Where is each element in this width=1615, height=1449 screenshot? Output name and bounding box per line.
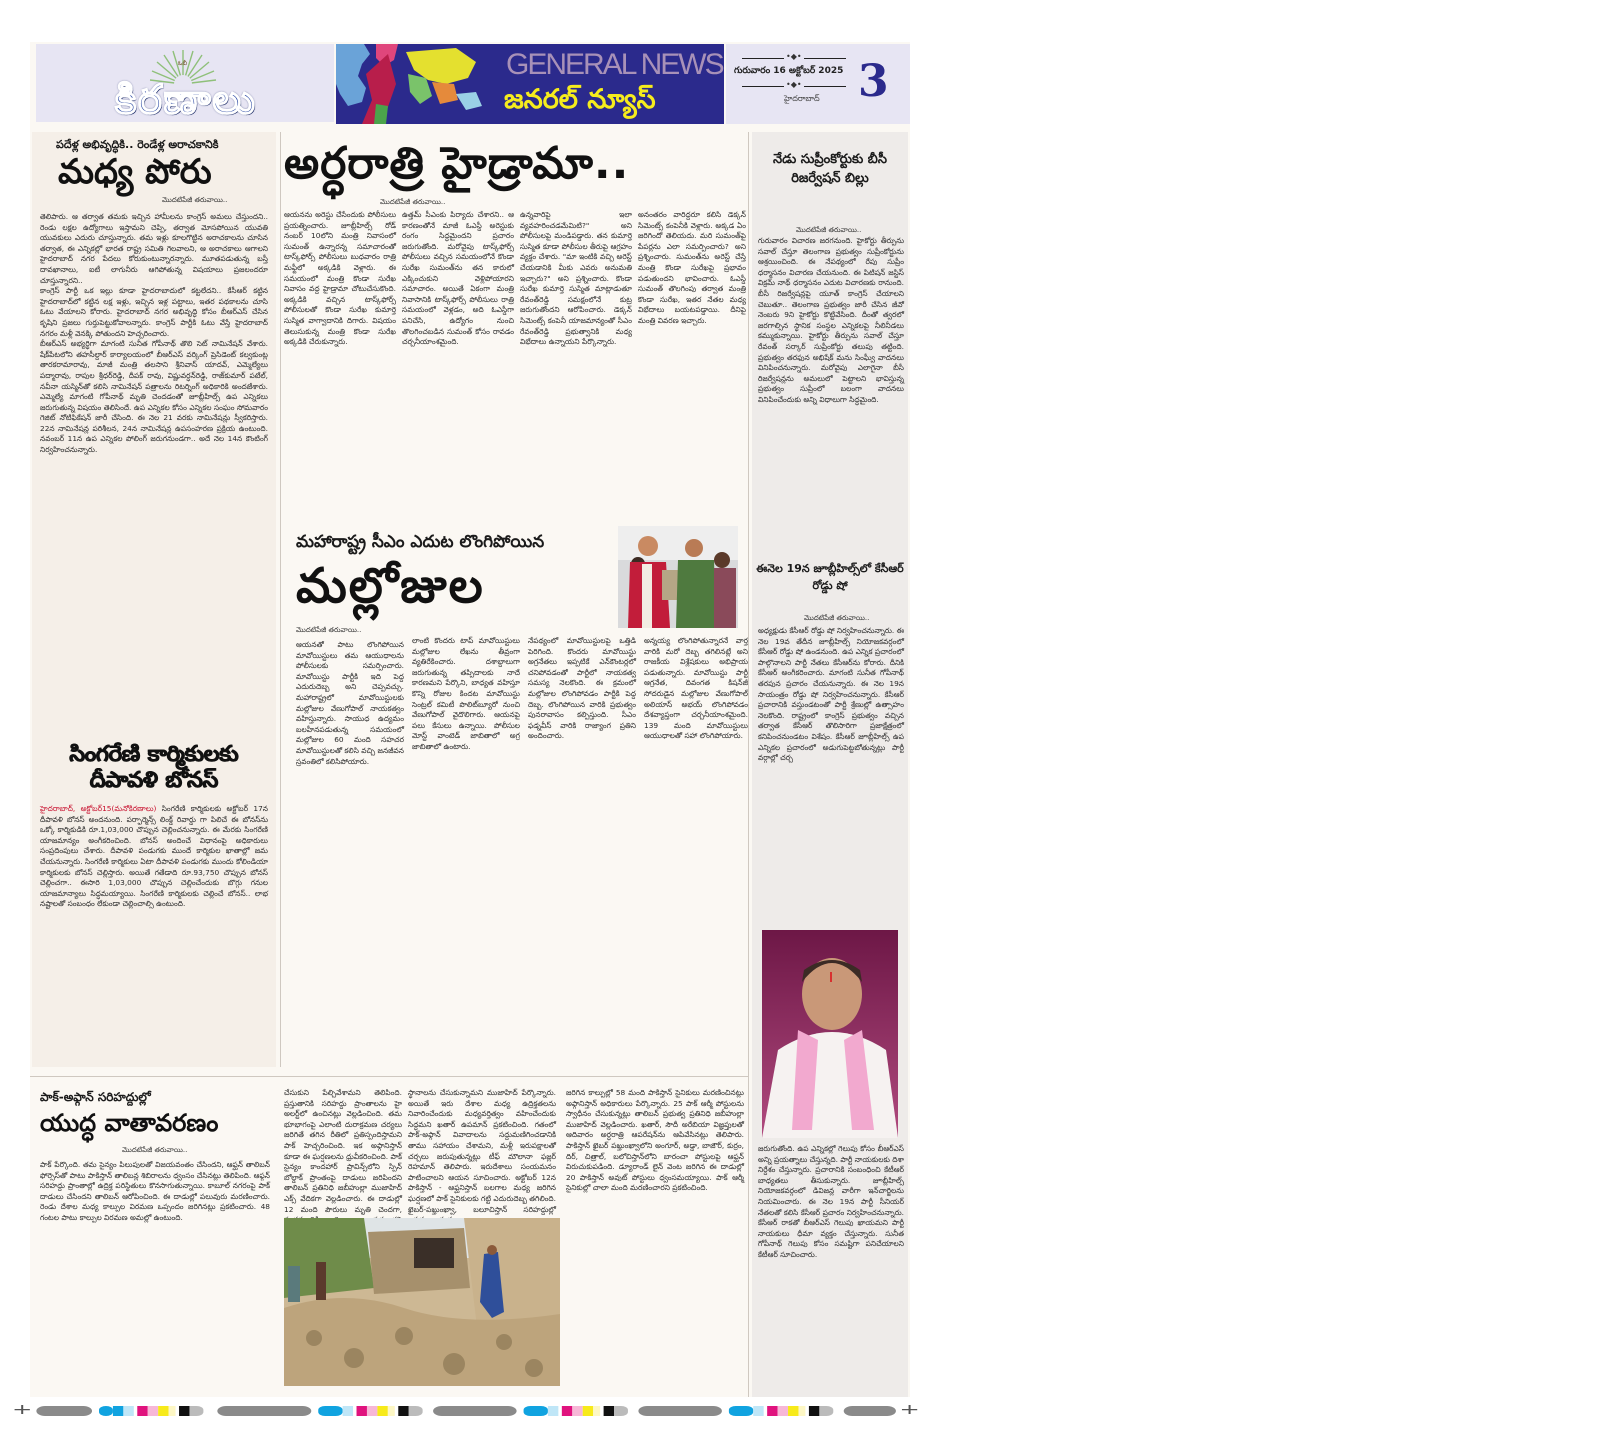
color-swatch — [729, 1406, 753, 1416]
color-swatch — [778, 1406, 788, 1416]
color-swatch — [123, 1406, 133, 1416]
color-swatch — [788, 1406, 798, 1416]
registration-mark-icon: + — [899, 1402, 920, 1418]
right-column-box — [752, 132, 908, 1397]
newspaper-logo[interactable] — [36, 44, 334, 122]
color-swatch — [148, 1406, 158, 1416]
color-swatch — [36, 1406, 92, 1416]
pak-column-1: పాక్ పేర్కొంది. తమ సైన్యం పిలుపులతో విజయవంతం చేసిందని, ఆఫ్ఘన్ తాలిబన్ ఫోర్సెస్‌తో పాటు పాకిస్తాన్ తాలిబన్ల శిబిరాలను ధ్వంసం చేసినట్లు తెలిపింది. ఆఫ్గన్ సరిహద్దు ప్రాంతాల్లో ఉద్రిక్త పరిస్థితులు కొనసాగుతున్నాయి. కాబూల్ నగరంపై పాక్ దాడులు చేసిందని తాలిబన్ ఆరోపించింది. ఈ దాడుల్లో పలువురు మరణించారు. రెండు దేశాల మధ్య కాల్పుల విరమణ ఒప్పందం జరిగినట్లు ప్రకటించారు. 48 గంటల పాటు కాల్పుల విరమణ అమల్లో ఉంటుంది. — [40, 1160, 270, 1222]
pak-headline[interactable]: యుద్ధ వాతావరణం — [40, 1109, 219, 1137]
banner-telugu-title: జనరల్ న్యూస్ — [504, 84, 656, 115]
color-swatch — [398, 1406, 408, 1416]
ornament-divider — [742, 58, 846, 59]
maoist-column-1: ఆయనతో పాటు లొంగిపోయిన మావోయిస్టులు తమ ఆయుధాలను పోలీసులకు సమర్పించారు. మావోయిస్టు పార్టీకి ఇది పెద్ద ఎదురుదెబ్బ అని చెప్పవచ్చు. మహారాష్ట్రలో మావోయిస్టులకు మల్లోజుల వేణుగోపాల్ నాయకత్వం వహిస్తున్నారు. సాయుధ ఉద్యమం బలహీనపడుతున్న సమయంలో మల్లోజుల 60 మంది సహచర మావోయిస్టులతో కలిసి వచ్చి జనజీవన స్రవంతిలో కలిసిపోయారు. — [296, 640, 404, 766]
color-swatch — [798, 1406, 805, 1416]
maoist-column-2: లాంటి కొందరు టాప్ మావోయిస్టులు మల్లోజుల లేఖను తీవ్రంగా వ్యతిరేకించారు. దశాబ్దాలుగా జరుగుతున్న తప్పిదాలకు నాదే కారణమని పేర్కొని, బాధ్యత వహిస్తూ కొన్ని రోజుల కిందట మావోయిస్టు సెంట్రల్ కమిటీ పొలిట్‌బ్యూరో నుంచి వేణుగోపాల్ వైదొలిగారు. ఆయనపై పలు కేసులు ఉన్నాయి. పోలీసుల మోస్ట్ వాంటెడ్ జాబితాలో అగ్ర జాబితాలో ఉంటారు. — [412, 636, 520, 751]
maoist-surrender-photo[interactable] — [618, 526, 738, 628]
pak-kicker: పాక్-అఫ్గాన్ సరిహద్దుల్లో — [40, 1090, 151, 1104]
color-swatch — [367, 1406, 377, 1416]
color-swatch — [844, 1406, 896, 1416]
kcr-byline: మొదటిపేజీ తరువాయి.. — [804, 614, 870, 622]
color-swatch — [572, 1406, 582, 1416]
bonus-dateline: హైదరాబాద్, అక్టోబర్15(మనోకిరణాలు) — [40, 804, 157, 813]
color-swatch — [169, 1406, 176, 1416]
color-swatch — [377, 1406, 387, 1416]
ornament-divider — [742, 86, 846, 87]
kcr-article-body-cont: జరుగుతోంది. ఉప ఎన్నికల్లో గెలుపు కోసం బీఆర్ఎస్ అన్ని ప్రయత్నాలు చేస్తున్నది. పార్టీ నాయకులకు దిశా నిర్దేశం చేస్తున్నారు. ప్రచారానికి సంబంధించి కేటీఆర్ బాధ్యతలు తీసుకున్నారు. జూబ్లీహిల్స్ నియోజకవర్గంలో డివిజన్ల వారీగా ఇన్‌చార్జిలను నియమించారు. ఈ నెల 19న పార్టీ సీనియర్ నేతలతో కలిసి కేసీఆర్ ప్రచారం నిర్వహించనున్నారు. కేసీఆర్ రాకతో బీఆర్ఎస్ గెలుపు ఖాయమని పార్టీ నాయకులు ధీమా వ్యక్తం చేస్తున్నారు. సునీత గోపీనాథ్ గెలుపు కోసం సమష్టిగా పనిచేయాలని కేటీఆర్ సూచించారు. — [758, 1144, 905, 1259]
section-divider — [30, 1076, 748, 1077]
column-divider — [748, 132, 749, 1397]
color-swatch — [318, 1406, 342, 1416]
border-rubble-photo[interactable] — [284, 1218, 560, 1386]
newspaper-page — [30, 42, 910, 1397]
bonus-body-text: సింగరేణి కార్మికులకు అక్టోబర్ 17న దీపావళి బోనస్ అందనుంది. పర్ఫార్మెన్స్ లింక్డ్ రివార్డు గా పిలిచే ఈ బోనస్‌ను ఒక్కో కార్మికుడికి రూ.1,03,000 చొప్పున చెల్లించనున్నారు. ఈ మేరకు సింగరేణి యాజమాన్యం అంగీకరించింది. బోనస్ అందించే విధానంపై అధికారులు సంప్రదింపులు చేశారు. దీపావళి పండుగకు ముందే కార్మికుల ఖాతాల్లో జమ చేయనున్నారు. సింగరేణి కార్మికులు ఏటా దీపావళి పండుగకు ముందు కోలిండియా కార్మికులకు బోనస్ చెల్లిస్తారు. అయితే గతేడాది రూ.93,750 చొప్పున బోనస్ చెల్లించగా.. ఈసారి 1,03,000 చొప్పున చెల్లించేందుకు బొగ్గు గనుల యాజమాన్యాలు సిద్ధమయ్యాయి. సింగరేణి కార్మికులకు చెల్లించే బోనస్.. లాభ నష్టాలతో సంబంధం లేకుండా చెల్లించాల్సి ఉంటుంది. — [40, 804, 268, 909]
kcr-headline[interactable]: ఈనెల 19న జూబ్లీహిల్స్‌లో కేసీఆర్ రోడ్డు షో — [756, 562, 904, 592]
color-swatch — [388, 1406, 395, 1416]
paragraph: తెలిపారు. ఆ తర్వాత తమకు ఇచ్చిన హామీలను కాంగ్రెస్ అమలు చేస్తుందని.. రెండు లక్షల ఉద్యోగాలు ఇస్తామని చెప్పి, తర్వాత మోసపోయిన యువతి యువకులు ఎదురు చూస్తున్నారు. తమ ఇళ్లు కూలగొట్టిన అరాచకాలను చూసిన తర్వాత, ఈ ఎన్నికల్లో భారత రాష్ట్ర సమితి గెలవాలని, ఆ అరాచకాలు ఆగాలని హైదరాబాద్ నగర పేదలు కోరుకుంటున్నారన్నారు. మూతపడుతున్న బస్తీ దావఖానాలు, ఐటీ లాగునీరు ఆగిపోతున్న విషయాలు ప్రజలందరూ చూస్తున్నారని.. — [40, 212, 268, 285]
rubble-photo-image — [284, 1218, 560, 1386]
surrender-photo-image — [618, 526, 738, 628]
color-swatch — [583, 1406, 593, 1416]
logo-text: కిరణాలు — [115, 77, 257, 123]
bonus-headline-line2[interactable]: దీపావళి బోనస్ — [89, 768, 219, 793]
color-swatch — [614, 1406, 628, 1416]
color-swatch — [357, 1406, 367, 1416]
banner-english-title: GENERAL NEWS — [506, 48, 723, 81]
color-swatch — [433, 1406, 517, 1416]
color-swatch — [819, 1406, 833, 1416]
registration-mark-icon: + — [12, 1402, 33, 1418]
issue-city: హైదరాబాద్ — [784, 94, 820, 103]
lead-headline[interactable]: అర్ధరాత్రి హైడ్రామా.. — [284, 138, 630, 189]
color-swatch — [343, 1406, 353, 1416]
color-swatch — [137, 1406, 147, 1416]
paragraph: బీఆర్ఎస్ అభ్యర్థిగా మాగంటి సునీత గోపీనాథ్ తొలి సెట్ నామినేషన్ వేశారు. షేక్‌పేటలోని తహసీల్దార్ కార్యాలయంలో బీఆర్ఎస్ వర్కింగ్ ప్రెసిడెంట్ కల్వకుంట్ల తారకరామారావు, మాజీ మంత్రి తలసాని శ్రీనివాస్ యాదవ్, ఎమ్మెల్యేలు పద్మారావు, రాపుల శ్రీధర్‌రెడ్డి, దీపక్ రావు, విష్ణువర్ధన్‌రెడ్డి, రాజ్‌కుమార్ పటేల్, నవీనా యస్మిన్‌తో కలిసి నామినేషన్ పత్రాలను రిటర్నింగ్ అధికారికి అందజేశారు. ఎమ్మెల్యే మాగంటి గోపీనాథ్ మృతి చెందడంతో జూబ్లీహిల్స్ ఉప ఎన్నికలు జరుగుతున్న విషయం తెలిసిందే. ఉప ఎన్నికల కోసం ఎన్నికల సంఘం సోమవారం గెజిట్ నోటిఫికేషన్ జారీ చేసింది. ఈ నెల 21 వరకు నామినేషన్లు స్వీకరిస్తారు. 22న నామినేషన్ల పరిశీలన, 24న నామినేషన్ల ఉపసంహరణ ప్రక్రియ ఉంటుంది. నవంబర్ 11న ఉప ఎన్నికల పోలింగ్ జరుగనుండగా.. అదే నెల 14న కౌంటింగ్ నిర్వహించనున్నారు. — [40, 339, 268, 455]
bc-byline: మొదటిపేజీ తరువాయి.. — [796, 226, 862, 234]
pak-byline: మొదటిపేజీ తరువాయి.. — [122, 1146, 188, 1154]
kcr-portrait-photo[interactable] — [762, 930, 898, 1138]
logo-tagline: ఓబీ — [178, 60, 188, 67]
date-box — [726, 44, 910, 124]
pak-column-4: జరిగిన కాల్పుల్లో 58 మంది పాకిస్తాన్ సైనికులు మరణించినట్లు అఫ్గానిస్తాన్ అధికారులు పేర్కొన్నారు. 25 పాక్ ఆర్మీ పోస్టులను స్వాధీనం చేసుకున్నట్లు తాలిబన్ ప్రభుత్వ ప్రతినిధి జబీహుల్లా ముజాహిద్ వెల్లడించారు. ఖతార్, సౌదీ అరేబియా విజ్ఞప్తులతో ఆదివారం అర్ధరాత్రి ఆపరేషన్‌ను ఆపివేసినట్లు తెలిపారు. పాకిస్తాన్ ఖైబర్ పఖ్తుంఖ్వాలోని అంగూర్, అడ్డా, బాజౌర్, కుర్రం, దిర్, చిత్రాల్, బలోచిస్తాన్‌లోని బారంచా పోస్టులపై ఆఫ్ఘన్ విరుచుకుపడింది. డ్యూరాండ్ లైన్ వెంట జరిగిన ఈ దాడుల్లో 20 పాకిస్తాన్ అవుట్ పోస్టులు ధ్వంసమయ్యాయి. పాక్ ఆర్మీ సైనికుల్లో చాలా మంది మరణించారని ప్రకటించింది. — [566, 1088, 744, 1193]
color-swatch — [548, 1406, 558, 1416]
left-article-byline: మొదటిపేజీ తరువాయి.. — [162, 196, 228, 204]
bonus-article-body — [40, 804, 268, 1062]
color-swatch — [809, 1406, 819, 1416]
bc-article-body: గురువారం విచారణ జరగనుంది. హైకోర్టు తీర్పును సవాల్ చేస్తూ తెలంగాణ ప్రభుత్వం సుప్రీంకోర్టును ఆశ్రయించింది. ఈ నేపథ్యంలో రేపు సుప్రీం ధర్మాసనం విచారణ చేయనుంది. ఈ పిటిషన్ జస్టిస్ విక్రమ్ నాథ్ ధర్మాసనం ఎదుట విచారణకు రానుంది. బీసీ రిజర్వేషన్లపై యూత్ కాంగ్రెస్ చేయాలని చెబుతూ.. తెలంగాణ ప్రభుత్వం జారీ చేసిన జీవో నెంబరు 9ని హైకోర్టు కొట్టివేసింది. దీంతో త్వరలో జరగాల్సిన స్థానిక సంస్థల ఎన్నికలపై నీలినీడలు కమ్ముకున్నాయి. హైకోర్టు తీర్పును సవాల్ చేస్తూ రేవంత్ సర్కార్ సుప్రీంకోర్టు తలుపు తట్టింది. ప్రభుత్వం తరఫున అభిషేక్ మను సింఘ్వీ వాదనలు వినిపించనున్నారు. మరోవైపు ఎలాగైనా బీసీ రిజర్వేషన్లను అమలులో పెట్టాలని భావిస్తున్న ప్రభుత్వం సుప్రీంలో బలంగా వాదనలు వినిపించేందుకు అన్ని విధాలుగా సిద్ధమైంది. — [758, 236, 904, 404]
masthead — [30, 42, 910, 126]
pak-column-2: చేసుకుని పేల్చివేశామని తెలిపింది. ప్రస్తుతానికి సరిహద్దు ప్రాంతాలను హై అలర్ట్‌లో ఉంచినట్లు వెల్లడించింది. తమ భూభాగంపై ఎలాంటి దురాక్రమణ చర్యలు జరిగితే తగిన రీతిలో ప్రతిస్పందిస్తామని పాక్ హెచ్చరించింది. ఇక అఫ్గానిస్తాన్ కూడా ఈ ఘర్షణలను ధ్రువీకరించింది. పాక్ సైన్యం కాందహార్ ప్రావిన్స్‌లోని స్పిన్ బోల్డాక్ ప్రాంతంపై దాడులు జరిపిందని తాలిబన్ ప్రతినిధి జబీహుల్లా ముజాహిద్ ఎక్స్ వేదికగా వెల్లడించారు. ఈ దాడుల్లో 12 మంది పౌరులు మృతి చెందగా, — [284, 1088, 402, 1214]
lead-column-4: అనంతరం వారిద్దరూ కలిసి డెక్కన్ సిమెంట్స్ కంపెనీకి వెళ్లారు. అక్కడ ఏం జరిగిందో తెలియదు. మరి సుమంత్‌పై పేపర్లను ఎలా సమర్పించారు? అని ప్రశ్నించారు. సుమంత్‌ను అరెస్ట్ చేస్తే మంత్రి కొండా సురేఖపై ప్రభావం పడుతుందని భావించారు. ఓఎస్డీ సుమంత్ తొలగింపు తర్వాత మంత్రి కొండా సురేఖ, ఇతర నేతల మధ్య విభేదాలు బయటపడ్డాయి. దీనిపై మంత్రి వివరణ ఇచ్చారు. — [638, 210, 746, 325]
color-swatch — [217, 1406, 311, 1416]
maoist-kicker: మహారాష్ట్ర సీఎం ఎదుట లొంగిపోయిన — [296, 532, 545, 552]
paragraph: కాంగ్రెస్ పార్టీ ఒక ఇల్లు కూడా హైదరాబాదులో కట్టలేదని.. కేసీఆర్ కట్టిన హైదరాబాద్‌లో కట్టిన లక్ష ఇళ్లు, ఇచ్చిన ఇళ్ల పట్టాలు, ఇతర పథకాలను చూసి ఓటు వేయాలని కోరారు. హైదరాబాద్ నగర అభివృద్ధి కోసం బీఆర్ఎస్ చేసిన కృషిని ప్రజలు గుర్తుపెట్టుకోవాలన్నారు. కాంగ్రెస్ పార్టీకి ఓటు వేస్తే హైదరాబాద్ నగరం మళ్లీ వెనక్కి పోతుందని హెచ్చరించారు. — [40, 286, 268, 338]
color-swatch — [524, 1406, 548, 1416]
color-swatch — [179, 1406, 189, 1416]
left-article-kicker: పదేళ్ల అభివృద్ధికి.. రెండేళ్ల అరాచకానికి — [56, 138, 219, 151]
issue-date: గురువారం 16 అక్టోబర్ 2025 — [734, 66, 844, 76]
color-swatch — [409, 1406, 423, 1416]
lead-column-2: ఉత్తమ్ సీఎంకు పిర్యాదు చేశారని.. ఆ కారణంతోనే మాజీ ఓఎస్డీ అరెస్టుకు రంగం సిద్ధమైందని ప్రచారం జరుగుతోంది. మరోవైపు టాస్క్‌ఫోర్స్ పోలీసులు వచ్చిన సమయంలోనే కొండా సురేఖ సుమంత్‌ను తన కారులో ఎక్కించుకుని వెళ్లిపోయారని సమాచారం. అయితే ఏకంగా మంత్రి నివాసానికి టాస్క్‌ఫోర్స్ పోలీసులు రాత్రి సమయంలో వెళ్లడం, అది ఓఎస్డీగా పనిచేసి, ఉద్యోగం నుంచి తొలగించబడిన సుమంత్ కోసం రావడం చర్చనీయాంశమైంది. — [402, 210, 514, 347]
maoist-byline: మొదటిపేజీ తరువాయి.. — [296, 626, 362, 634]
maoist-column-3: నేపథ్యంలో మావోయిస్టులపై ఒత్తిడి పెరిగింది. కొందరు మావోయిస్టు అగ్రనేతలు ఇప్పటికే ఎన్‌కౌంటర్లలో చనిపోవడంతో పార్టీలో నాయకత్వ సమస్య నెలకొంది. ఈ క్రమంలో మల్లోజుల లొంగిపోవడం పార్టీకి పెద్ద దెబ్బ. లొంగిపోయిన వారికి ప్రభుత్వం పునరావాసం కల్పిస్తుంది. సీఎం ఫడ్నవీస్ వారికి రాజ్యాంగ ప్రతిని అందించారు. — [528, 636, 636, 741]
pak-column-3: స్థానాలను చేసుకున్నామని ముజాహిద్ పేర్కొన్నారు. అయితే ఇరు దేశాల మధ్య ఉద్రిక్తతలను నివారించేందుకు మధ్యవర్తిత్వం వహించేందుకు సిద్ధమని ఖతార్ ఉపమాన్ ప్రకటించింది. గతంలో పాక్-అఫ్గాన్ వివాదాలను సద్దుమణిగించడానికి తాము సహాయం చేశామని, మళ్లీ ఇరుపక్షాలతో చర్చలు జరుపుతున్నట్లు టీఫ్ మౌలానా ఫజ్లర్ రెహమాన్ తెలిపారు. ఇరుదేశాలు సంయమనం పాటించాలని ఆయన సూచించారు. అక్టోబర్ 12న పాకిస్తాన్ - ఆఫ్ఘనిస్తాన్ బలగాల మధ్య జరిగిన ఘర్షణలో పాక్ సైనికులకు గట్టి ఎదురుదెబ్బ తగిలింది. ఖైబర్-పఖ్తుంఖ్వా, బలూచిస్తాన్ సరిహద్దుల్లో — [408, 1088, 556, 1214]
lead-byline: మొదటిపేజీ తరువాయి.. — [380, 198, 446, 206]
bc-headline[interactable]: నేడు సుప్రీంకోర్టుకు బీసీ రిజర్వేషన్ బిల్లు — [773, 152, 887, 186]
bonus-headline-line1[interactable]: సింగరేణి కార్మికులకు — [69, 742, 239, 767]
page-number: 3 — [858, 56, 889, 107]
lead-column-1: ఆయనను అరెస్టు చేసేందుకు పోలీసులు ప్రయత్నించారు. జూబ్లీహిల్స్ రోడ్ నంబర్ 10లోని మంత్రి నివాసంలో సుమంత్ ఉన్నారన్న సమాచారంతో టాస్క్‌ఫోర్స్ పోలీసులు బుధవారం రాత్రి మఫ్టీలో అక్కడికి వెళ్లారు. ఈ సమయంలో మంత్రి కొండా సురేఖ నివాసం వద్ద హైడ్రామా చోటుచేసుకొంది. అక్కడికి వచ్చిన టాస్క్‌ఫోర్స్ పోలీసులతో కొండా సురేఖ కుమార్తె సుస్మిత వాగ్వాదానికి దిగారు. విషయం తెలుసుకున్న మంత్రి కొండా సురేఖ అక్కడికి చేరుకున్నారు. — [284, 210, 396, 347]
color-swatch — [604, 1406, 614, 1416]
color-swatch — [767, 1406, 777, 1416]
world-map-icon — [336, 44, 486, 124]
color-swatch — [189, 1406, 203, 1416]
left-article-body — [40, 212, 268, 732]
color-swatch — [158, 1406, 168, 1416]
kcr-article-body: అధ్యక్షుడు కేసీఆర్ రోడ్డు షో నిర్వహించనున్నారు. ఈ నెల 19వ తేదీన జూబ్లీహిల్స్ నియోజకవర్గంలో కేసీఆర్ రోడ్డు షో ఉండనుంది. ఉప ఎన్నిక ప్రచారంలో పాల్గొనాలని పార్టీ నేతలు కేసీఆర్‌ను కోరారు. దీనికి కేసీఆర్ అంగీకరించారు. మాగంటి సునీత గోపీనాథ్ తరపున ప్రచారం చేయనున్నారు. ఈ నెల 19న సాయంత్రం రోడ్డు షో నిర్వహించనున్నారు. కేసీఆర్ ప్రచారానికి వస్తుండటంతో పార్టీ శ్రేణుల్లో ఉత్సాహం నెలకొంది. రాష్ట్రంలో కాంగ్రెస్ ప్రభుత్వం వచ్చిన తర్వాత కేసీఆర్ తొలిసారిగా ప్రజాక్షేత్రంలో కనిపించనుండటం విశేషం. కేసీఆర్ జూబ్లీహిల్స్ ఉప ఎన్నికల ప్రచారంలో అడుగుపెట్టబోతున్నట్లు పార్టీ వర్గాల్లో చర్చ — [758, 626, 904, 763]
maoist-column-4: అన్నయ్య లొంగిపోతున్నారనే వార్త వారికి మరో దెబ్బ తగిలినట్లే అని రాజకీయ విశ్లేషకులు అభిప్రాయ పడుతున్నారు. మావోయిస్టు పార్టీ ఆగ్రనేత, దివంగత కిషన్‌జీ సోదరుడైన మల్లోజుల వేణుగోపాల్ అలియాస్ అభయ్ లొంగిపోవడం దేశవ్యాప్తంగా చర్చనీయాంశమైంది. 139 మంది మావోయిస్టులు ఆయుధాలతో సహా లొంగిపోయారు. — [644, 636, 748, 741]
left-article-box — [32, 132, 276, 1067]
color-swatch — [753, 1406, 763, 1416]
maoist-headline[interactable]: మల్లోజుల — [296, 558, 485, 614]
color-swatch — [99, 1406, 113, 1416]
color-swatch — [113, 1406, 123, 1416]
left-article-headline[interactable]: మధ్య పోరు — [58, 152, 212, 192]
print-color-bar — [12, 1404, 1615, 1418]
column-divider — [280, 132, 281, 1067]
section-banner — [336, 44, 724, 124]
color-swatch — [593, 1406, 600, 1416]
lead-column-3: ఉన్నవారిపై ఇలా వ్యవహరించడమేమిటి?" అని పోలీసులపై మండిపడ్డారు. తన కుమార్తె సుస్మిత కూడా పోలీసుల తీరుపై ఆగ్రహం వ్యక్తం చేశారు. "మా ఇంటికి వచ్చి అరెస్ట్ చేయడానికి మీకు ఎవరు అనుమతి ఇచ్చారు?" అని ప్రశ్నించారు. కొండా సురేఖ కుమార్తె సుస్మిత మాట్లాడుతూ రేవంత్‌రెడ్డి సమక్షంలోనే కుట్ర జరుగుతోందని ఆరోపించారు. డెక్కన్ సిమెంట్స్ కంపెనీ యాజమాన్యంతో సీఎం రేవంత్‌రెడ్డి ప్రభుత్వానికి మధ్య విభేదాలు ఉన్నాయని పేర్కొన్నారు. — [520, 210, 632, 347]
color-swatch — [562, 1406, 572, 1416]
color-swatch — [638, 1406, 722, 1416]
kcr-portrait-image — [762, 930, 898, 1138]
